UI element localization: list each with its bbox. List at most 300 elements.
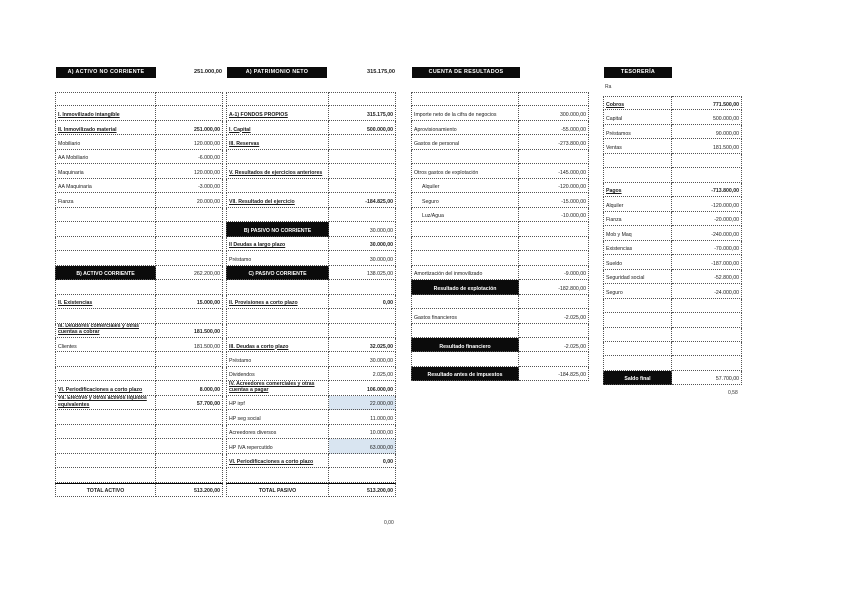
activo-row — [55, 106, 223, 120]
tesoreria-label — [603, 328, 672, 342]
pasivo-label — [226, 222, 329, 236]
activo-label — [55, 396, 156, 410]
tesoreria-value-text: -24.000,00 — [714, 289, 739, 296]
pasivo-label — [226, 396, 329, 410]
tesoreria-label — [603, 284, 672, 298]
pasivo-label — [226, 164, 329, 178]
cuenta-label — [411, 280, 519, 294]
activo-row — [55, 164, 223, 178]
tesoreria-value-text: 500.000,00 — [713, 116, 739, 123]
activo-row — [55, 352, 223, 366]
pasivo-value-text: 0,00 — [382, 459, 393, 466]
cuenta-label — [411, 106, 519, 120]
cuenta-label — [411, 208, 519, 222]
tesoreria-label-text: Capital — [606, 116, 623, 123]
cuenta-label — [411, 121, 519, 135]
pasivo-label-text: HP irpf — [229, 401, 245, 408]
tesoreria-value — [672, 183, 742, 197]
pasivo-label — [226, 251, 329, 265]
tesoreria-value — [672, 299, 742, 313]
pasivo-label-text: IV. Acreedores comerciales y otras cuentas a pagar — [229, 381, 315, 394]
tesoreria-label — [603, 241, 672, 255]
pasivo-label — [226, 280, 329, 294]
cuenta-row — [411, 251, 589, 265]
pasivo-value-text: 500.000,00 — [367, 126, 393, 133]
cuenta-row — [411, 280, 589, 294]
cuenta-row — [411, 193, 589, 207]
pasivo-row — [226, 193, 396, 207]
cuenta-value — [519, 367, 589, 381]
tesoreria-value-text: -120.000,00 — [711, 202, 739, 209]
cuenta-label-text: Resultado antes de impuestos — [427, 372, 503, 379]
activo-label — [55, 266, 156, 280]
tesoreria-value-text: -187.000,00 — [711, 260, 739, 267]
tesoreria-row — [603, 125, 742, 139]
tesoreria-row — [603, 226, 742, 240]
tesoreria-value-text: 771.500,00 — [713, 101, 739, 108]
cuenta-label-text: Resultado de explotación — [433, 285, 497, 292]
activo-label — [55, 483, 156, 497]
activo-row — [55, 266, 223, 280]
pasivo-value-text: 30.000,00 — [369, 358, 393, 364]
pasivo-value — [329, 193, 396, 207]
pasivo-label — [226, 135, 329, 149]
tesoreria-value — [672, 284, 742, 298]
cuenta-row — [411, 150, 589, 164]
pasivo-row — [226, 135, 396, 149]
activo-value — [156, 324, 223, 338]
pasivo-label — [226, 381, 329, 395]
cuenta-label-text: Gastos financieros — [414, 314, 457, 321]
tesoreria-label — [603, 197, 672, 211]
cuenta-row — [411, 121, 589, 135]
activo-row — [55, 92, 223, 106]
cuenta-row — [411, 295, 589, 309]
activo-value — [156, 150, 223, 164]
pasivo-value — [329, 208, 396, 222]
tesoreria-value — [672, 212, 742, 226]
pasivo-label-text: Préstamo — [229, 256, 252, 263]
activo-value — [156, 425, 223, 439]
cuenta-row — [411, 179, 589, 193]
pasivo-label — [226, 309, 329, 323]
activo-table — [55, 92, 223, 497]
activo-row — [55, 396, 223, 410]
tesoreria-label-text: Pagos — [606, 188, 622, 195]
cuenta-label-text: Seguro — [422, 198, 439, 205]
tesoreria-value — [672, 241, 742, 255]
tesoreria-value — [672, 168, 742, 182]
cuenta-row — [411, 309, 589, 323]
activo-label-text: Fianza — [58, 198, 74, 205]
cuenta-row — [411, 352, 589, 366]
cuenta-label-text: Aprovisionamiento — [414, 126, 457, 133]
activo-label — [55, 381, 156, 395]
activo-row — [55, 309, 223, 323]
activo-value — [156, 352, 223, 366]
cuenta-label — [411, 92, 519, 106]
patrimonio-neto-header: A) PATRIMONIO NETO — [227, 67, 327, 78]
tesoreria-value — [672, 328, 742, 342]
activo-value — [156, 410, 223, 424]
pasivo-value — [329, 237, 396, 251]
pasivo-value-text: 106.000,00 — [367, 386, 393, 393]
tesoreria-row — [603, 371, 742, 385]
tesoreria-value — [672, 125, 742, 139]
cuenta-resultados-table — [411, 92, 589, 381]
activo-value — [156, 135, 223, 149]
pasivo-label-text: VII. Resultado del ejercicio — [229, 198, 295, 205]
tesoreria-label — [603, 255, 672, 269]
activo-row — [55, 150, 223, 164]
cuenta-label-text: Otros gastos de explotación — [414, 169, 479, 176]
activo-value — [156, 266, 223, 280]
cuenta-value-text: -145.000,00 — [558, 169, 586, 176]
activo-label-text: I. Inmovilizado intangible — [58, 112, 120, 119]
activo-value-text: -3.000,00 — [198, 184, 220, 191]
activo-row — [55, 338, 223, 352]
pasivo-label — [226, 237, 329, 251]
pasivo-label — [226, 439, 329, 453]
tesoreria-value — [672, 342, 742, 356]
activo-label — [55, 352, 156, 366]
tesoreria-label — [603, 212, 672, 226]
pasivo-row — [226, 237, 396, 251]
tesoreria-label — [603, 125, 672, 139]
activo-label — [55, 454, 156, 468]
tesoreria-table — [603, 96, 742, 385]
cuenta-label — [411, 324, 519, 338]
activo-no-corriente-header: A) ACTIVO NO CORRIENTE — [56, 67, 156, 78]
pasivo-value — [329, 222, 396, 236]
cuenta-value — [519, 164, 589, 178]
tesoreria-row — [603, 356, 742, 370]
tesoreria-label-text: Existencias — [606, 246, 633, 253]
activo-value — [156, 381, 223, 395]
tesoreria-label — [603, 356, 672, 370]
activo-row — [55, 425, 223, 439]
pasivo-row — [226, 309, 396, 323]
tesoreria-row — [603, 299, 742, 313]
cuenta-value — [519, 295, 589, 309]
pasivo-value — [329, 324, 396, 338]
cuenta-label — [411, 164, 519, 178]
activo-label — [55, 121, 156, 135]
pasivo-row — [226, 295, 396, 309]
pasivo-value-text: 30.000,00 — [369, 242, 393, 249]
activo-value — [156, 251, 223, 265]
tesoreria-row — [603, 183, 742, 197]
cuenta-value — [519, 179, 589, 193]
pasivo-row — [226, 454, 396, 468]
activo-value — [156, 280, 223, 294]
activo-value — [156, 121, 223, 135]
tesoreria-label — [603, 139, 672, 153]
pasivo-row — [226, 179, 396, 193]
pasivo-label — [226, 367, 329, 381]
cuenta-value — [519, 92, 589, 106]
activo-label — [55, 106, 156, 120]
tesoreria-label — [603, 226, 672, 240]
cuenta-label — [411, 150, 519, 164]
activo-label-text: III. Deudores comerciales y otras cuentas a cobrar — [58, 323, 140, 336]
cuenta-value — [519, 352, 589, 366]
pasivo-value-text: 2.025,00 — [372, 372, 393, 379]
pasivo-label — [226, 324, 329, 338]
pasivo-value — [329, 295, 396, 309]
activo-value — [156, 179, 223, 193]
tesoreria-row — [603, 96, 742, 110]
pasivo-row — [226, 396, 396, 410]
pasivo-value-text: 22.000,00 — [369, 401, 393, 408]
cuenta-value-text: -182.800,00 — [558, 285, 586, 292]
activo-label-text: VII. Efectivo y otros activos líquidos equivalentes — [58, 395, 147, 408]
tesoreria-row — [603, 328, 742, 342]
activo-label-text: VI. Periodificaciones a corto plazo — [58, 386, 143, 393]
tesoreria-value — [672, 197, 742, 211]
tesoreria-value-text: -52.800,00 — [714, 275, 739, 282]
pasivo-value — [329, 150, 396, 164]
cuenta-value-text: -15.000,00 — [561, 198, 586, 205]
cuenta-value — [519, 309, 589, 323]
cuenta-value — [519, 324, 589, 338]
pasivo-row — [226, 266, 396, 280]
pasivo-row — [226, 483, 396, 497]
cuenta-value — [519, 121, 589, 135]
cuenta-row — [411, 135, 589, 149]
tesoreria-label-text: Fianza — [606, 217, 622, 224]
pasivo-value — [329, 251, 396, 265]
cuenta-label — [411, 135, 519, 149]
pasivo-value — [329, 367, 396, 381]
activo-value — [156, 92, 223, 106]
pasivo-row — [226, 324, 396, 338]
activo-row — [55, 324, 223, 338]
tesoreria-row — [603, 139, 742, 153]
activo-value — [156, 454, 223, 468]
activo-value-text: 120.000,00 — [194, 169, 220, 176]
activo-label — [55, 309, 156, 323]
tesoreria-label — [603, 110, 672, 124]
tesoreria-label-text: Alquiler — [606, 202, 624, 209]
activo-value — [156, 309, 223, 323]
pasivo-row — [226, 410, 396, 424]
activo-label — [55, 251, 156, 265]
tesoreria-value — [672, 255, 742, 269]
pasivo-label — [226, 454, 329, 468]
activo-value — [156, 295, 223, 309]
pasivo-label — [226, 483, 329, 497]
pasivo-label — [226, 208, 329, 222]
activo-label — [55, 150, 156, 164]
pasivo-value — [329, 179, 396, 193]
tesoreria-value — [672, 313, 742, 327]
pasivo-label-text: III. Deudas a corto plazo — [229, 343, 289, 350]
tesoreria-row — [603, 255, 742, 269]
pasivo-label — [226, 410, 329, 424]
activo-label — [55, 410, 156, 424]
activo-label — [55, 92, 156, 106]
activo-label-text: Mobiliario — [58, 140, 81, 147]
cuenta-label — [411, 309, 519, 323]
tesoreria-row — [603, 197, 742, 211]
pasivo-label-text: HP seg social — [229, 415, 261, 422]
pasivo-value — [329, 338, 396, 352]
pasivo-label-text: Acreedores diversos — [229, 430, 277, 437]
activo-value-text: 8.000,00 — [199, 386, 220, 393]
activo-label — [55, 237, 156, 251]
activo-value — [156, 106, 223, 120]
activo-row — [55, 121, 223, 135]
cuenta-label-text: Alquiler — [422, 184, 440, 191]
side-note-value: 0,58 — [728, 390, 738, 396]
cuenta-value — [519, 222, 589, 236]
pasivo-value — [329, 266, 396, 280]
pasivo-label-text: HP IVA repercutido — [229, 444, 273, 451]
pasivo-row — [226, 222, 396, 236]
activo-value-text: 181.500,00 — [194, 329, 220, 336]
tesoreria-label-text: Saldo final — [624, 376, 651, 383]
pasivo-value — [329, 381, 396, 395]
pasivo-row — [226, 468, 396, 482]
tesoreria-label-text: Préstamos — [606, 130, 631, 137]
activo-label — [55, 280, 156, 294]
pasivo-value-text: 11.000,00 — [370, 415, 393, 422]
tesoreria-row — [603, 168, 742, 182]
cuenta-value — [519, 280, 589, 294]
activo-label — [55, 425, 156, 439]
pasivo-row — [226, 439, 396, 453]
tesoreria-label-text: Ventas — [606, 144, 622, 151]
tesoreria-value-text: -713.800,00 — [711, 188, 739, 195]
pasivo-row — [226, 92, 396, 106]
pasivo-label — [226, 121, 329, 135]
cuenta-row — [411, 208, 589, 222]
activo-label-text: AA Mobiliario — [58, 155, 89, 162]
activo-label-text: II. Existencias — [58, 300, 93, 307]
tesoreria-label — [603, 342, 672, 356]
activo-label — [55, 439, 156, 453]
cuenta-value-text: 300.000,00 — [560, 112, 586, 119]
tesoreria-label — [603, 371, 672, 385]
pasivo-label — [226, 468, 329, 482]
activo-row — [55, 237, 223, 251]
activo-value-text: 15.000,00 — [196, 300, 220, 307]
activo-value-text: 251.000,00 — [194, 126, 220, 133]
activo-label-text: B) ACTIVO CORRIENTE — [76, 271, 135, 278]
activo-label-text: Clientes — [58, 343, 77, 350]
pasivo-label-text: B) PASIVO NO CORRIENTE — [243, 227, 312, 234]
activo-value — [156, 208, 223, 222]
pasivo-value — [329, 396, 396, 410]
tesoreria-row — [603, 241, 742, 255]
pasivo-value-text: -184.825,00 — [365, 198, 393, 205]
pasivo-table — [226, 92, 396, 497]
pasivo-value — [329, 483, 396, 497]
pasivo-row — [226, 251, 396, 265]
activo-value-text: 57.700,00 — [196, 401, 220, 408]
tesoreria-value — [672, 139, 742, 153]
pasivo-row — [226, 425, 396, 439]
tesoreria-value — [672, 270, 742, 284]
tesoreria-row — [603, 212, 742, 226]
tesoreria-value-text: -70.000,00 — [714, 246, 739, 253]
tesoreria-label — [603, 96, 672, 110]
pasivo-label — [226, 106, 329, 120]
pasivo-value — [329, 309, 396, 323]
cuenta-row — [411, 222, 589, 236]
activo-label — [55, 468, 156, 482]
patrimonio-neto-total: 315.175,00 — [367, 69, 395, 75]
pasivo-row — [226, 121, 396, 135]
pasivo-row — [226, 381, 396, 395]
tesoreria-value-text: 181.500,00 — [713, 144, 739, 151]
tesoreria-row — [603, 110, 742, 124]
activo-label — [55, 193, 156, 207]
tesoreria-row — [603, 342, 742, 356]
pasivo-label-text: Dividendos — [229, 372, 255, 379]
cuenta-value — [519, 106, 589, 120]
pasivo-label — [226, 193, 329, 207]
activo-label-text: AA Maquinaria — [58, 184, 92, 191]
pasivo-row — [226, 150, 396, 164]
pasivo-value-text: 63.000,00 — [369, 444, 393, 451]
tesoreria-top-label: Ra — [605, 84, 612, 90]
activo-row — [55, 410, 223, 424]
activo-label — [55, 295, 156, 309]
tesoreria-label — [603, 168, 672, 182]
tesoreria-value — [672, 154, 742, 168]
activo-value — [156, 193, 223, 207]
activo-row — [55, 468, 223, 482]
cuenta-label-text: Luz/Agua — [422, 213, 444, 220]
tesoreria-value-text: -20.000,00 — [714, 217, 739, 224]
cuenta-value-text: -55.000,00 — [561, 126, 586, 133]
pasivo-value — [329, 92, 396, 106]
activo-label — [55, 338, 156, 352]
activo-row — [55, 439, 223, 453]
cuenta-row — [411, 164, 589, 178]
activo-row — [55, 135, 223, 149]
pasivo-label-text: VI. Periodificaciones a corto plazo — [229, 459, 314, 466]
pasivo-label — [226, 266, 329, 280]
cuenta-value — [519, 150, 589, 164]
pasivo-value — [329, 164, 396, 178]
cuenta-label — [411, 237, 519, 251]
cuenta-row — [411, 324, 589, 338]
cuenta-value-text: -2.025,00 — [564, 343, 586, 350]
activo-value-text: 513.200,00 — [194, 488, 220, 495]
cuenta-label-text: Gastos de personal — [414, 140, 459, 147]
cuenta-label-text: Amortización del inmovilizado — [414, 271, 483, 278]
pasivo-value — [329, 468, 396, 482]
activo-label — [55, 164, 156, 178]
activo-row — [55, 280, 223, 294]
pasivo-row — [226, 338, 396, 352]
pasivo-value-text: 30.000,00 — [369, 256, 393, 263]
cuenta-value-text: -273.800,00 — [558, 140, 586, 147]
pasivo-value-text: 10.000,00 — [369, 430, 393, 437]
activo-value-text: 181.500,00 — [194, 343, 220, 350]
tesoreria-value-text: -240.000,00 — [711, 231, 739, 238]
pasivo-value — [329, 280, 396, 294]
activo-row — [55, 454, 223, 468]
pasivo-value-text: 32.025,00 — [369, 343, 393, 350]
tesoreria-label-text: Mob y Maq — [606, 231, 632, 238]
cuenta-label — [411, 338, 519, 352]
tesoreria-header: TESORERÍA — [604, 67, 672, 78]
cuenta-value-text: -2.025,00 — [564, 314, 586, 321]
